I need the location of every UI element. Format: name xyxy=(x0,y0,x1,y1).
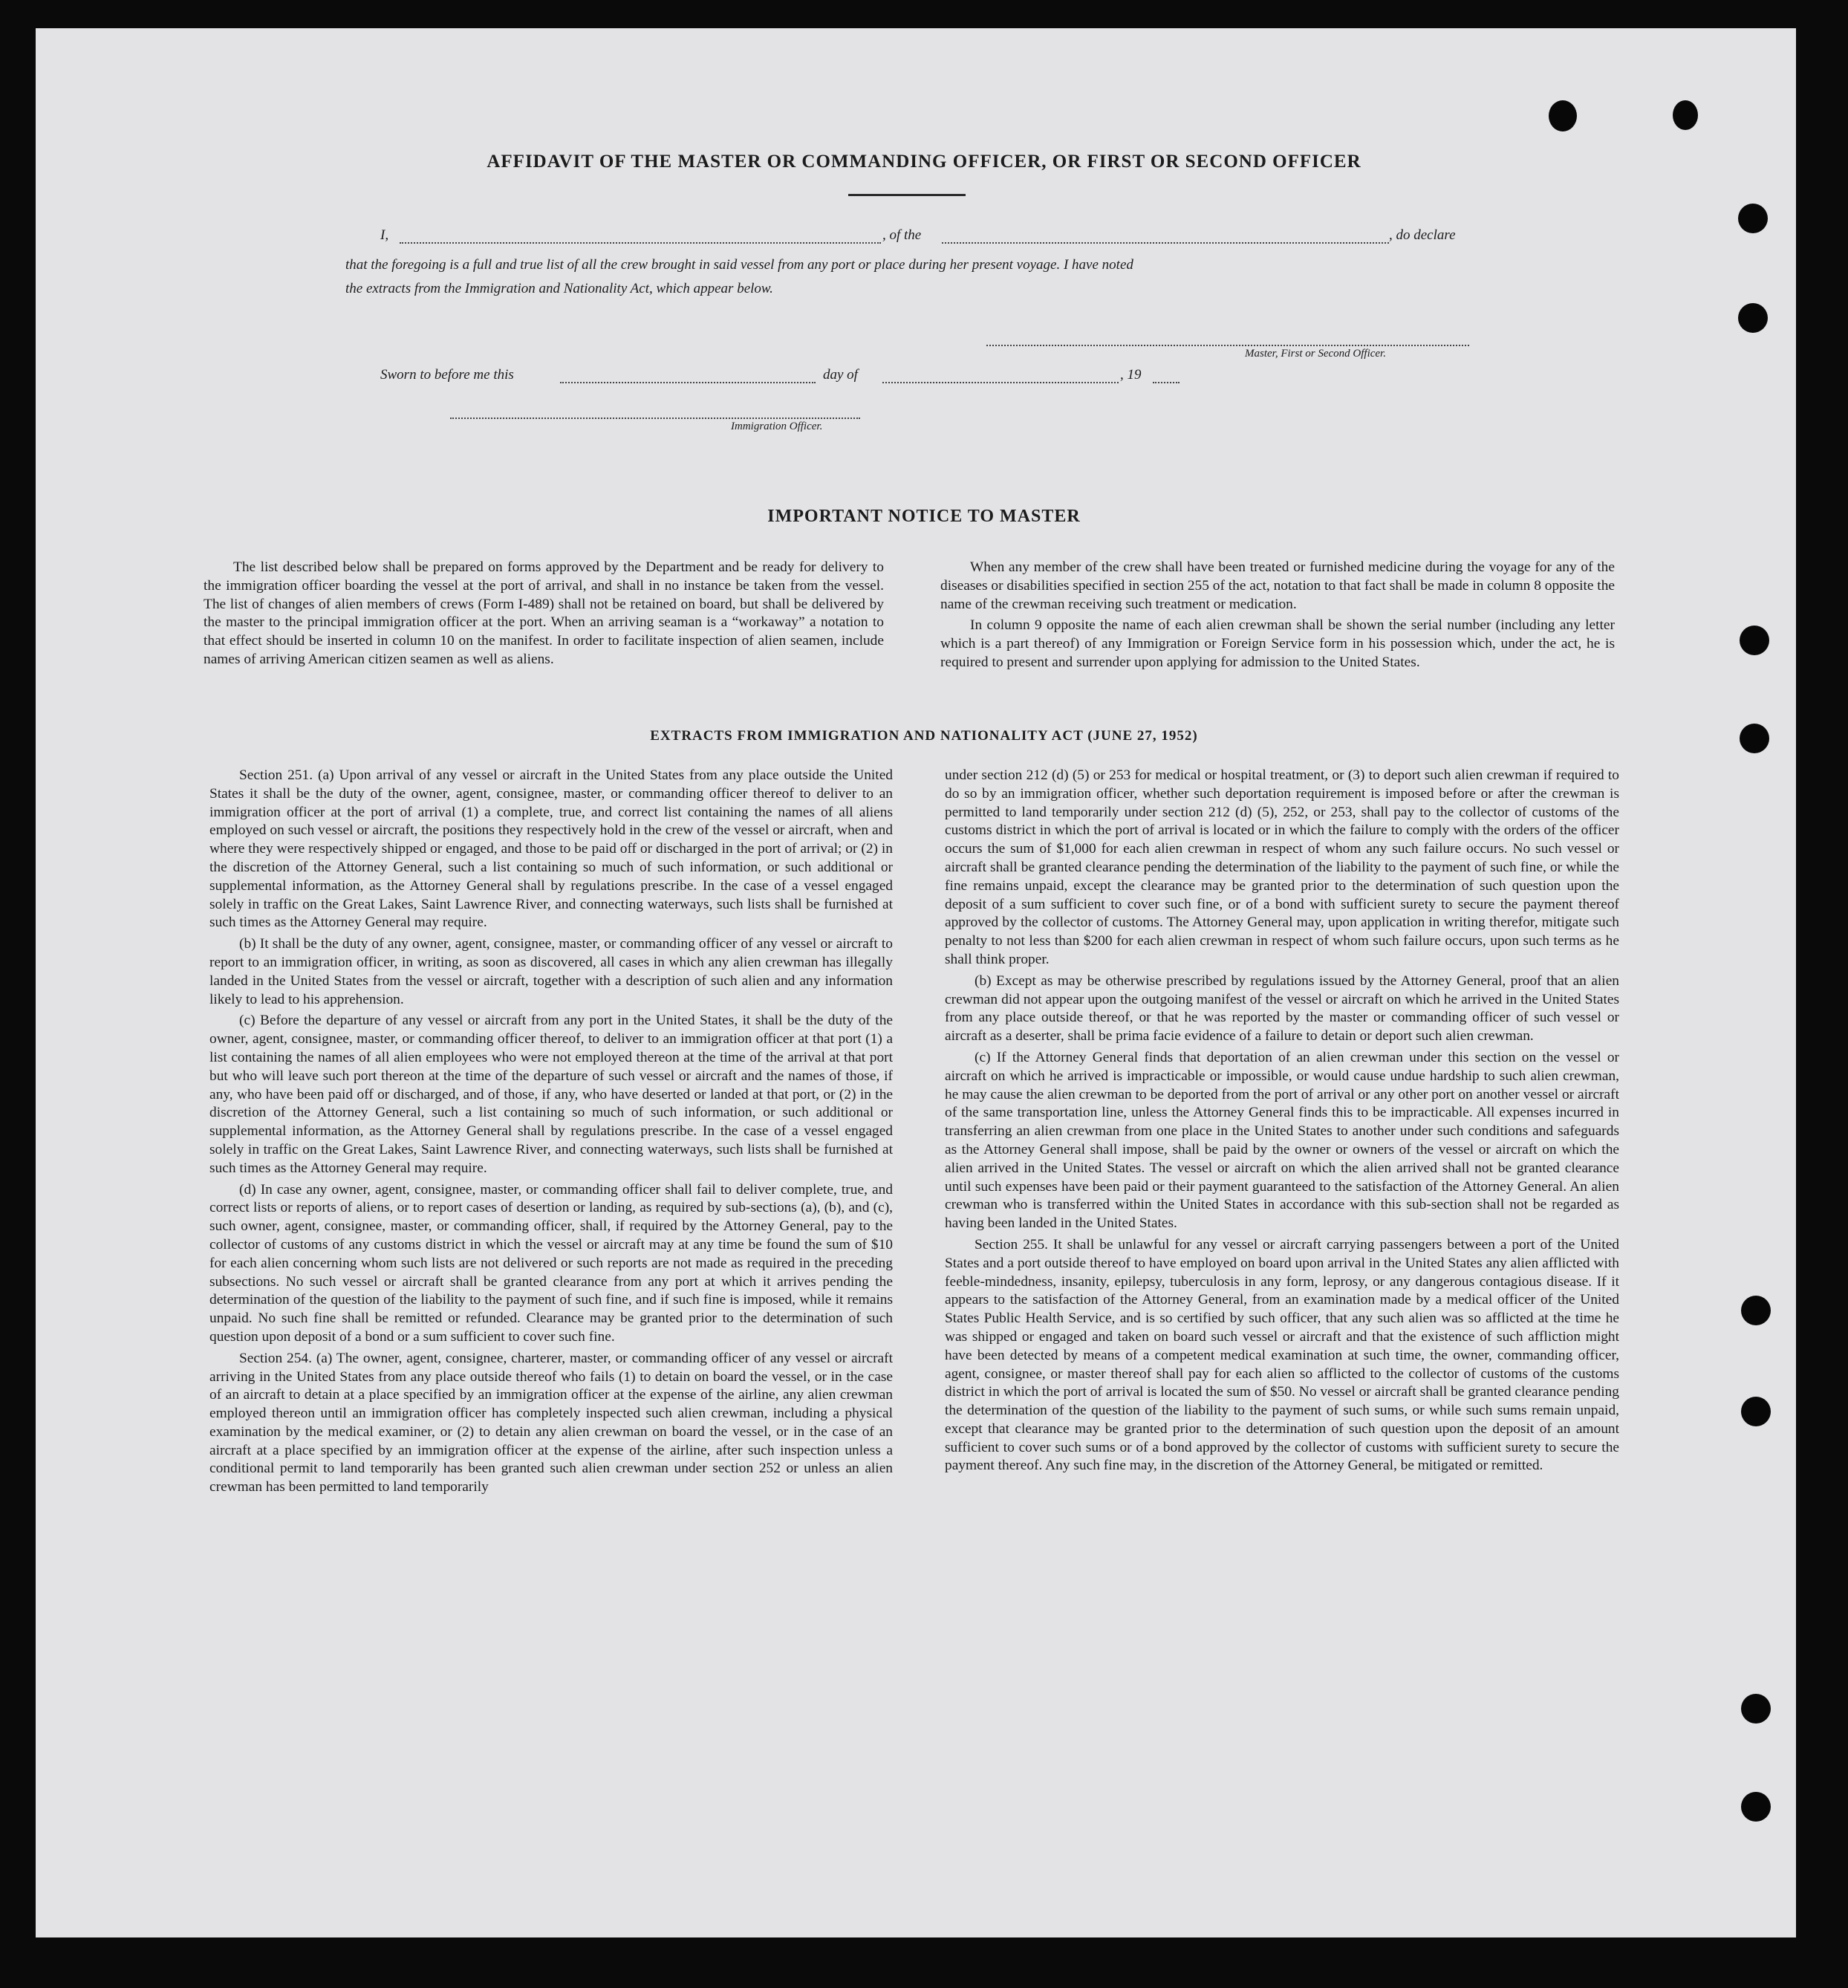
extracts-left-column xyxy=(209,767,893,1500)
section-254-a-continued: under section 212 (d) (5) or 253 for medical or hospital treatment, or (3) to deport such alien crewman if required to do so by an immigration officer, whether such deportation requirement is imposed before or after the crewman is permitted to land temporarily under section 212 (d) (5), 252, or 253, shall pay to the collector of customs of the customs district in which the port of arrival is located or in which the failure to comply with the orders of the officer occurs the sum of $1,000 for each alien crewman in respect of whom any such failure occurs. No such vessel or aircraft shall be granted clearance pending the determination of the liability to the payment of such fine, or while the fine remains unpaid, except the clearance may be granted prior to the determination of such question upon the deposit of a sum sufficient to cover such fine, or of a bond with sufficient surety to secure the payment thereof approved by the collector of customs. The Attorney General may, upon application in writing therefor, mitigate such penalty to not less than $200 for each alien crewman in respect of whom such failure occurs, upon such terms as he shall think proper. xyxy=(945,767,1619,967)
extracts-right-column xyxy=(945,767,1619,1478)
section-254-a: Section 254. (a) The owner, agent, consignee, charterer, master, or commanding officer of any vessel or aircraft arriving in the United States from any place outside thereof who fails (1) to detain on board the vessel, or in the case of an aircraft to detain at a place specified by an immigration officer at the expense of the airline, any alien crewman employed thereon until an immigration officer has completely inspected such alien crewman, including a physical examination by the medical examiner, or (2) to detain any alien crewman on board the vessel, or in the case of an aircraft at a place specified by an immigration officer at the expense of the airline, after such inspection unless a conditional permit to land temporarily has been granted such alien crewman under section 252 or unless an alien crewman has been permitted to land temporarily xyxy=(209,1350,893,1495)
year-blank[interactable] xyxy=(1153,382,1180,383)
sworn-date-blank[interactable] xyxy=(560,382,816,383)
punch-hole xyxy=(1738,303,1768,333)
punch-hole xyxy=(1740,626,1769,655)
section-254-c: (c) If the Attorney General finds that deportation of an alien crewman under this section on the vessel or aircraft on which he arrived is impracticable or impossible, or would cause undue hardship to such alien crewman, he may cause the alien crewman to be deported from the port of arrival or any other port on another vessel or aircraft of the same transportation line, unless the Attorney General finds this to be impracticable. All expenses incurred in transferring an alien crewman from one place in the United States to another under such conditions and safeguards as the Attorney General shall impose, shall be paid by the owner or owners of the vessel or aircraft on which the alien arrived in the United States. The vessel or aircraft on which the alien arrived shall not be granted clearance until such expenses have been paid or their payment guaranteed to the satisfaction of the Attorney General. An alien crewman who is transferred within the United States in accordance with this sub-section shall not be regarded as having been landed in the United States. xyxy=(945,1049,1619,1232)
punch-hole xyxy=(1741,1792,1771,1822)
sworn-label: Sworn to before me this xyxy=(380,367,514,383)
ink-blot xyxy=(1549,100,1577,131)
affidavit-title: AFFIDAVIT OF THE MASTER OR COMMANDING OFFICER, OR FIRST OR SECOND OFFICER xyxy=(487,152,1361,172)
notice-paragraph: In column 9 opposite the name of each alien crewman shall be shown the serial number (including any letter which is a part thereof) of any Immigration or Foreign Service form in his possession which, under the act, he is required to present and surrender upon applying for admission to the United States. xyxy=(940,617,1615,670)
vessel-blank[interactable] xyxy=(942,242,1389,244)
punch-hole xyxy=(1741,1397,1771,1426)
section-251-a: Section 251. (a) Upon arrival of any vessel or aircraft in the United States from any place outside the United States it shall be the duty of the owner, agent, consignee, master, or commanding officer thereof to deliver to an immigration officer at the port of arrival (1) a complete, true, and correct list containing the names of all aliens employed on such vessel or aircraft, the positions they respectively hold in the crew of the vessel or aircraft, when and where they were respectively shipped or engaged, and those to be paid off or discharged in the port of arrival; or (2) in the discretion of the Attorney General, such a list containing so much of such information, or such additional or supplemental information, as the Attorney General shall by regulations prescribe. In the case of a vessel engaged solely in traffic on the Great Lakes, Saint Lawrence River, and connecting waterways, such lists shall be furnished at such times as the Attorney General may require. xyxy=(209,767,893,931)
affidavit-declare-label: , do declare xyxy=(1389,227,1456,243)
affidavit-line-3: the extracts from the Immigration and Nationality Act, which appear below. xyxy=(345,281,773,296)
officer-signature-line[interactable] xyxy=(450,418,860,419)
ink-blot xyxy=(1673,100,1698,130)
name-blank[interactable] xyxy=(400,242,881,244)
section-251-b: (b) It shall be the duty of any owner, agent, consignee, master, or commanding officer of any vessel or aircraft to report to an immigration officer, in writing, as soon as discovered, all cases in which any alien crewman has illegally landed in the United States from the vessel or aircraft, together with a description of such alien and any information likely to lead to his apprehension. xyxy=(209,936,893,1007)
notice-title: IMPORTANT NOTICE TO MASTER xyxy=(767,507,1081,526)
extracts-title: EXTRACTS FROM IMMIGRATION AND NATIONALITY ACT (JUNE 27, 1952) xyxy=(650,728,1198,744)
affidavit-line-2: that the foregoing is a full and true list of all the crew brought in said vessel from any port or place during her present voyage. I have noted xyxy=(345,257,1133,273)
affidavit-i-label: I, xyxy=(380,227,389,243)
section-251-c: (c) Before the departure of any vessel or aircraft from any port in the United States, it shall be the duty of the owner, agent, consignee, master, or commanding officer thereof, to deliver to an immigration officer at that port (1) a list containing the names of all alien employees who were not employed thereon at the time of the arrival at that port but who will leave such port thereon at the time of the departure of such vessel or aircraft and the names of those, if any, who have been paid off or discharged, and of those, if any, who have deserted or landed at that port, or (2) in the discretion of the Attorney General, such a list containing so much of such information, or such additional or supplemental information, as the Attorney General shall by regulations prescribe. In the case of a vessel engaged solely in traffic on the Great Lakes, Saint Lawrence River, and connecting waterways, such lists shall be furnished at such times as the Attorney General may require. xyxy=(209,1013,893,1176)
section-255: Section 255. It shall be unlawful for any vessel or aircraft carrying passengers between a port of the United States and a port outside thereof to have employed on board upon arrival in the United States any alien afflicted with feeble-mindedness, insanity, epilepsy, tuberculosis in any form, leprosy, or any dangerous contagious disease. If it appears to the satisfaction of the Attorney General, from an examination made by a medical officer of the United States Public Health Service, and is so certified by such officer, that any such alien was so afflicted at the time he was shipped or engaged and taken on board such vessel or aircraft and that the existence of such affliction might have been detected by means of a competent medical examination at such time, the owner, commanding officer, agent, consignee, or master thereof shall pay for each alien so afflicted to the collector of customs of the customs district in which the port of arrival is located the sum of $50. No vessel or aircraft shall be granted clearance pending the determination of the question of the liability to the payment of such sums, or while such sums remain unpaid, except that clearance may be granted prior to the determination of such question upon the deposit of an amount sufficient to cover such sums or of a bond approved by the collector of customs with sufficient surety to secure the payment thereof. Any such fine may, in the discretion of the Attorney General, be mitigated or remitted. xyxy=(945,1236,1619,1474)
officer-caption: Immigration Officer. xyxy=(731,420,823,432)
day-of-label: day of xyxy=(823,367,858,383)
notice-left-column xyxy=(204,559,884,672)
affidavit-of-label: , of the xyxy=(882,227,922,243)
punch-hole xyxy=(1741,1296,1771,1325)
month-blank[interactable] xyxy=(882,382,1119,383)
master-caption: Master, First or Second Officer. xyxy=(1245,348,1386,360)
master-signature-line[interactable] xyxy=(986,345,1469,346)
section-251-d: (d) In case any owner, agent, consignee, master, or commanding officer shall fail to deliver complete, true, and correct lists or reports of aliens, or to report cases of desertion or landing, as required by sub-sections (a), (b), and (c), such owner, agent, consignee, master, or commanding officer, shall, if required by the Attorney General, pay to the collector of customs of any customs district in which the vessel or aircraft may at any time be found the sum of $10 for each alien concerning whom such lists are not delivered or such reports are not made as required in the preceding subsections. No such vessel or aircraft shall be granted clearance from any port at which it arrives pending the determination of the question of the liability to the payment of such fine, and if such fine is imposed, while it remains unpaid. No such fine shall be remitted or refunded. Clearance may be granted prior to the determination of such question upon deposit of a bond or a sum sufficient to cover such fine. xyxy=(209,1181,893,1345)
year-label: , 19 xyxy=(1120,367,1142,383)
notice-paragraph: When any member of the crew shall have been treated or furnished medicine during the voyage for any of the diseases or disabilities specified in section 255 of the act, notation to that fact shall be made in column 8 opposite the name of the crewman receiving such treatment or medication. xyxy=(940,559,1615,612)
punch-hole xyxy=(1741,1694,1771,1724)
title-underline xyxy=(848,194,966,196)
notice-paragraph: The list described below shall be prepared on forms approved by the Department and be ready for delivery to the immigration officer boarding the vessel at the port of arrival, and shall in no instance be taken from the vessel. The list of changes of alien members of crews (Form I-489) shall not be retained on board, but shall be delivered by the master to the principal immigration officer at the port. When an arriving seaman is a “workaway” a notation to that effect should be inserted in column 10 on the manifest. In order to facilitate inspection of alien seamen, include names of arriving American citizen seamen as well as aliens. xyxy=(204,559,884,667)
section-254-b: (b) Except as may be otherwise prescribed by regulations issued by the Attorney General, proof that an alien crewman did not appear upon the outgoing manifest of the vessel or aircraft on which he arrived in the United States from any place outside thereof, or that he was reported by the master or commanding officer of such vessel or aircraft as a deserter, shall be prima facie evidence of a failure to detain or deport such alien crewman. xyxy=(945,972,1619,1045)
punch-hole xyxy=(1738,204,1768,233)
notice-right-column xyxy=(940,559,1615,675)
